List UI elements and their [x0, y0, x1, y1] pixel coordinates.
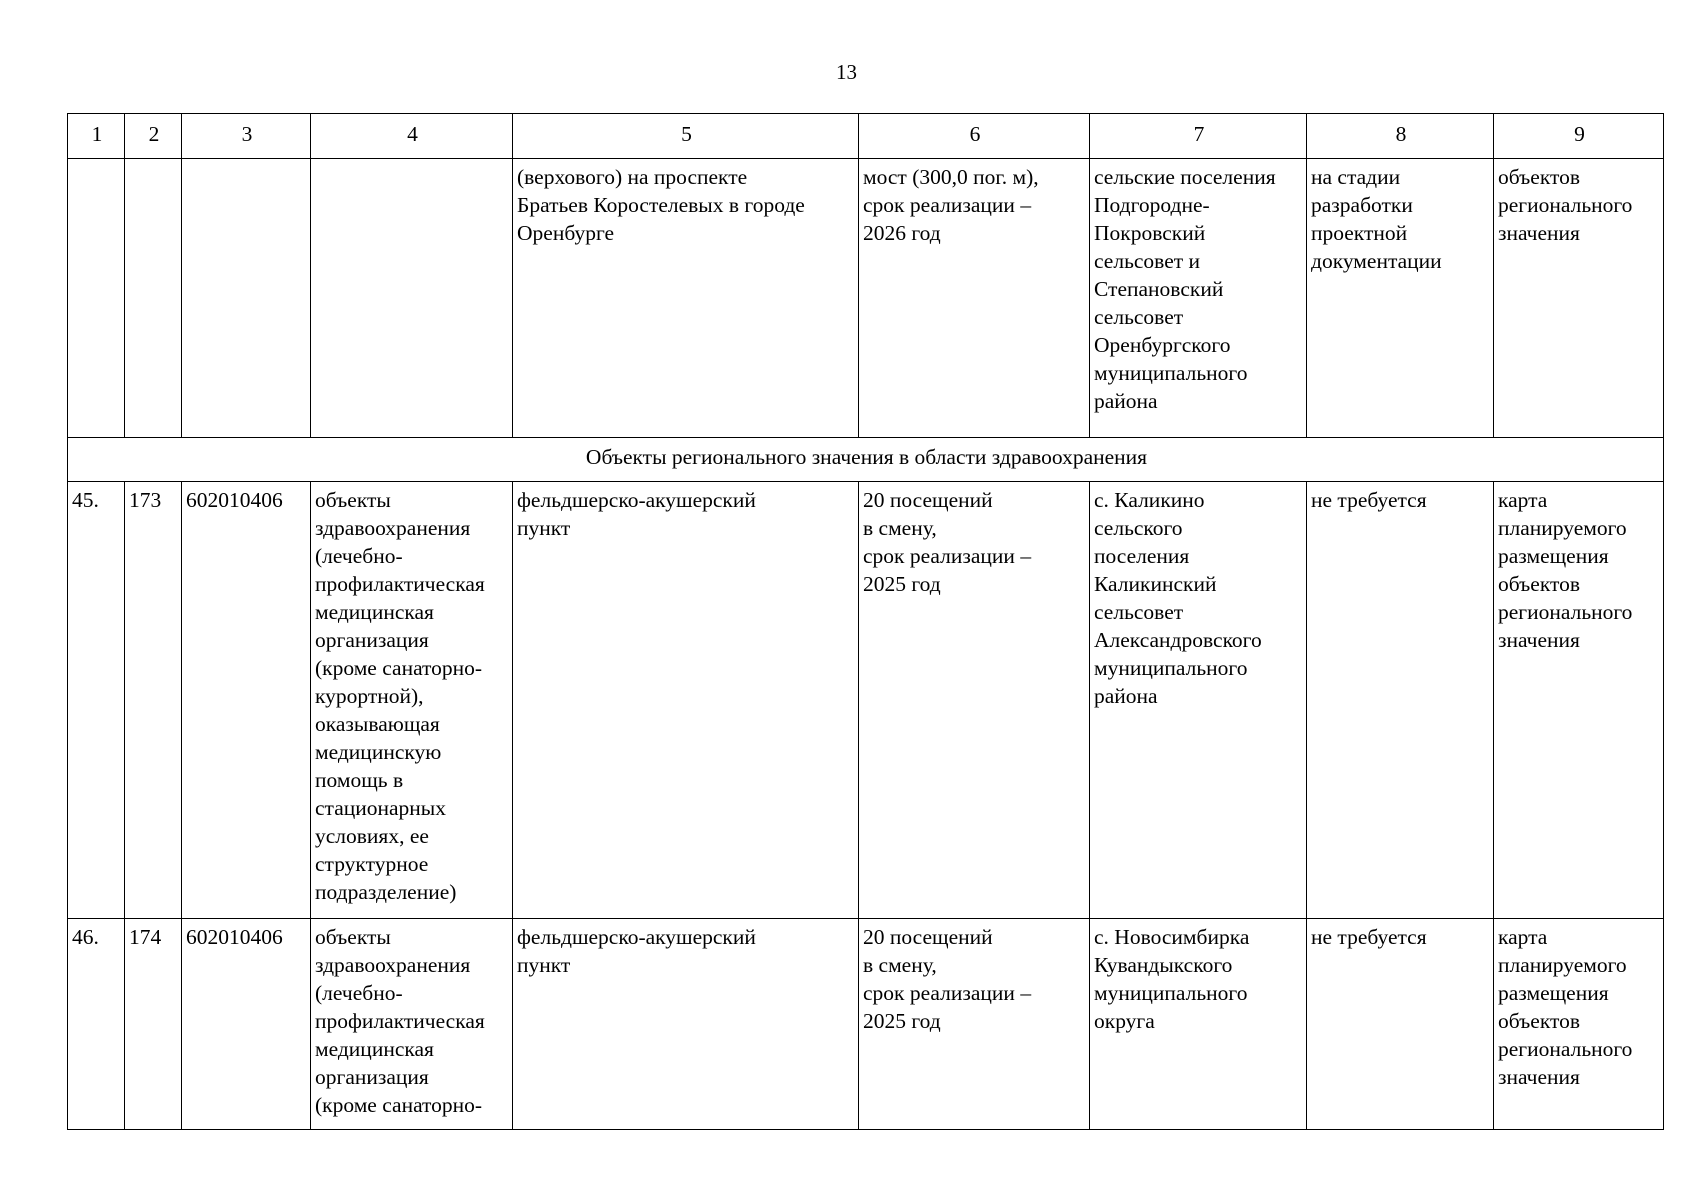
- table-cell: 602010406: [182, 919, 311, 1130]
- header-cell: 3: [182, 114, 311, 159]
- table-cell: 174: [125, 919, 182, 1130]
- table-row: [68, 919, 1664, 1130]
- header-cell: 2: [125, 114, 182, 159]
- table-cell: 173: [125, 482, 182, 919]
- table-cell: [68, 159, 125, 438]
- table-cell: с. Новосимбирка Кувандыкского муниципального округа: [1090, 919, 1307, 1130]
- table-cell: фельдшерско-акушерский пункт: [513, 919, 859, 1130]
- table-row: [68, 482, 1664, 919]
- header-cell: 5: [513, 114, 859, 159]
- header-cell: 7: [1090, 114, 1307, 159]
- header-cell: 1: [68, 114, 125, 159]
- page-number: 13: [836, 60, 857, 84]
- header-cell: 8: [1307, 114, 1494, 159]
- table-cell: [311, 159, 513, 438]
- header-cell: 6: [859, 114, 1090, 159]
- table-cell: 602010406: [182, 482, 311, 919]
- table-cell: 20 посещений в смену, срок реализации – 2025 год: [859, 482, 1090, 919]
- table-cell: 45.: [68, 482, 125, 919]
- table-cell: не требуется: [1307, 482, 1494, 919]
- objects-table: [67, 113, 1664, 1130]
- header-cell: 9: [1494, 114, 1664, 159]
- table-row-continuation: [68, 159, 1664, 438]
- table-cell: 20 посещений в смену, срок реализации – 2025 год: [859, 919, 1090, 1130]
- table-cell: фельдшерско-акушерский пункт: [513, 482, 859, 919]
- table-cell: 46.: [68, 919, 125, 1130]
- table-cell: объекты здравоохранения (лечебно- профилактическая медицинская организация (кроме санаторно-: [311, 919, 513, 1130]
- table-cell: карта планируемого размещения объектов регионального значения: [1494, 482, 1664, 919]
- table-cell: объектов регионального значения: [1494, 159, 1664, 438]
- table-cell: [125, 159, 182, 438]
- table-cell: на стадии разработки проектной документации: [1307, 159, 1494, 438]
- table-cell: карта планируемого размещения объектов регионального значения: [1494, 919, 1664, 1130]
- table-cell: объекты здравоохранения (лечебно- профилактическая медицинская организация (кроме санаторно- курортной), оказывающая медицинскую помощь в стационарных условиях, ее структурное подразделение): [311, 482, 513, 919]
- section-row: [68, 438, 1664, 482]
- header-row: [68, 114, 1664, 159]
- table-cell: сельские поселения Подгородне- Покровский сельсовет и Степановский сельсовет Оренбургского муниципального района: [1090, 159, 1307, 438]
- section-title: Объекты регионального значения в области здравоохранения: [68, 438, 1664, 482]
- table-cell: [182, 159, 311, 438]
- table-cell: (верхового) на проспекте Братьев Коростелевых в городе Оренбурге: [513, 159, 859, 438]
- table-cell: с. Каликино сельского поселения Каликинский сельсовет Александровского муниципального района: [1090, 482, 1307, 919]
- header-cell: 4: [311, 114, 513, 159]
- table-cell: не требуется: [1307, 919, 1494, 1130]
- table-cell: мост (300,0 пог. м), срок реализации – 2026 год: [859, 159, 1090, 438]
